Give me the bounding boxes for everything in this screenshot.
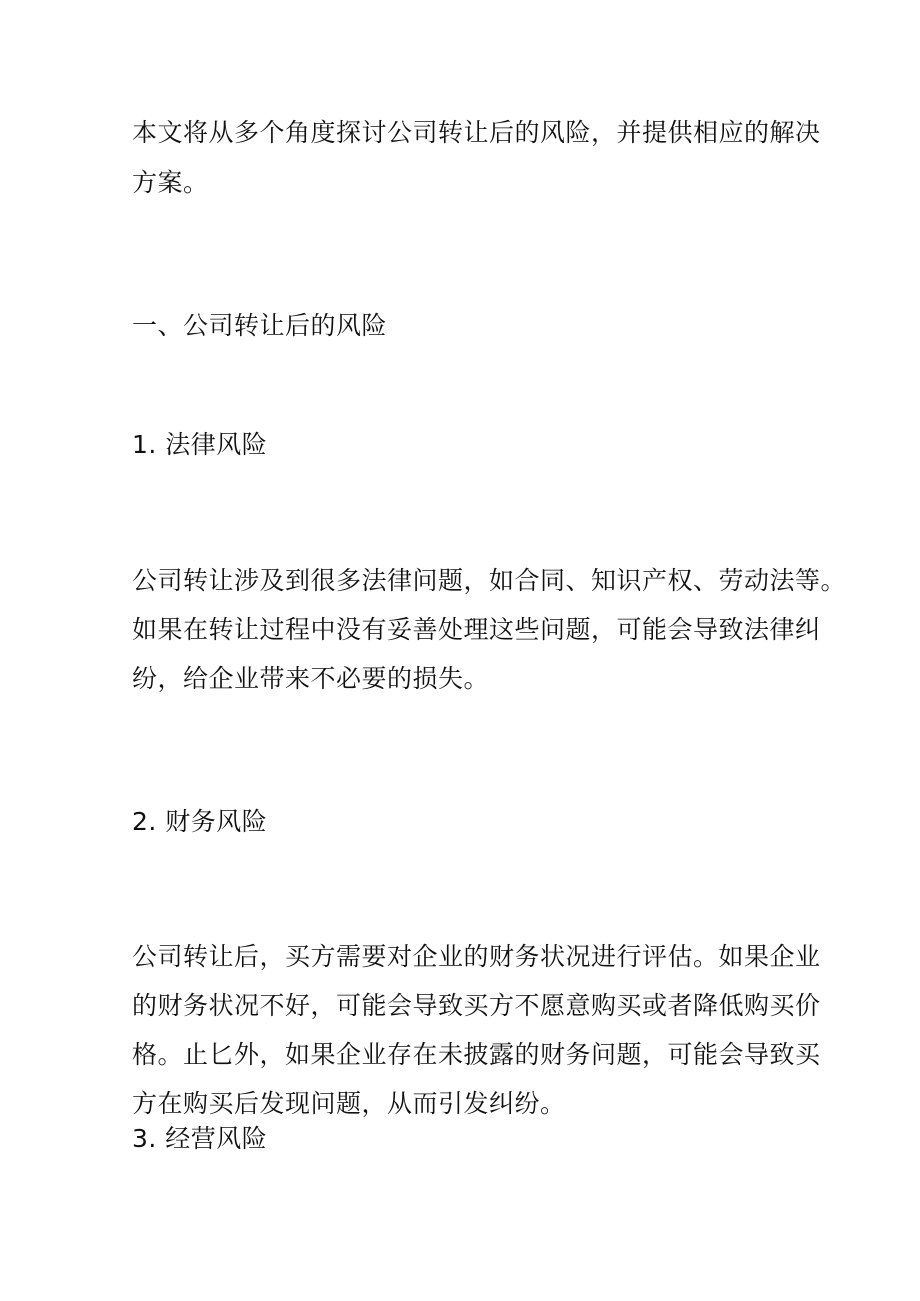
operational-risk-heading: 3. 经营风险	[132, 1124, 268, 1153]
financial-risk-line-2: 的财务状况不好，可能会导致买方不愿意购买或者降低购买价	[132, 991, 821, 1020]
legal-risk-line-3: 纷，给企业带来不必要的损失。	[132, 664, 490, 693]
legal-risk-line-1: 公司转让涉及到很多法律问题，如合同、知识产权、劳动法等。	[132, 566, 847, 595]
intro-line-1: 本文将从多个角度探讨公司转让后的风险，并提供相应的解决	[132, 118, 821, 147]
financial-risk-heading: 2. 财务风险	[132, 807, 268, 836]
financial-risk-line-3: 格。止匕外，如果企业存在未披露的财务问题，可能会导致买	[132, 1040, 821, 1069]
financial-risk-line-4: 方在购买后发现问题，从而引发纠纷。	[132, 1089, 566, 1118]
section-heading: 一、公司转让后的风险	[132, 311, 388, 340]
legal-risk-line-2: 如果在转让过程中没有妥善处理这些问题，可能会导致法律纠	[132, 615, 821, 644]
financial-risk-line-1: 公司转让后，买方需要对企业的财务状况进行评估。如果企业	[132, 942, 821, 971]
legal-risk-heading: 1. 法律风险	[132, 430, 268, 459]
intro-line-2: 方案。	[132, 168, 209, 197]
